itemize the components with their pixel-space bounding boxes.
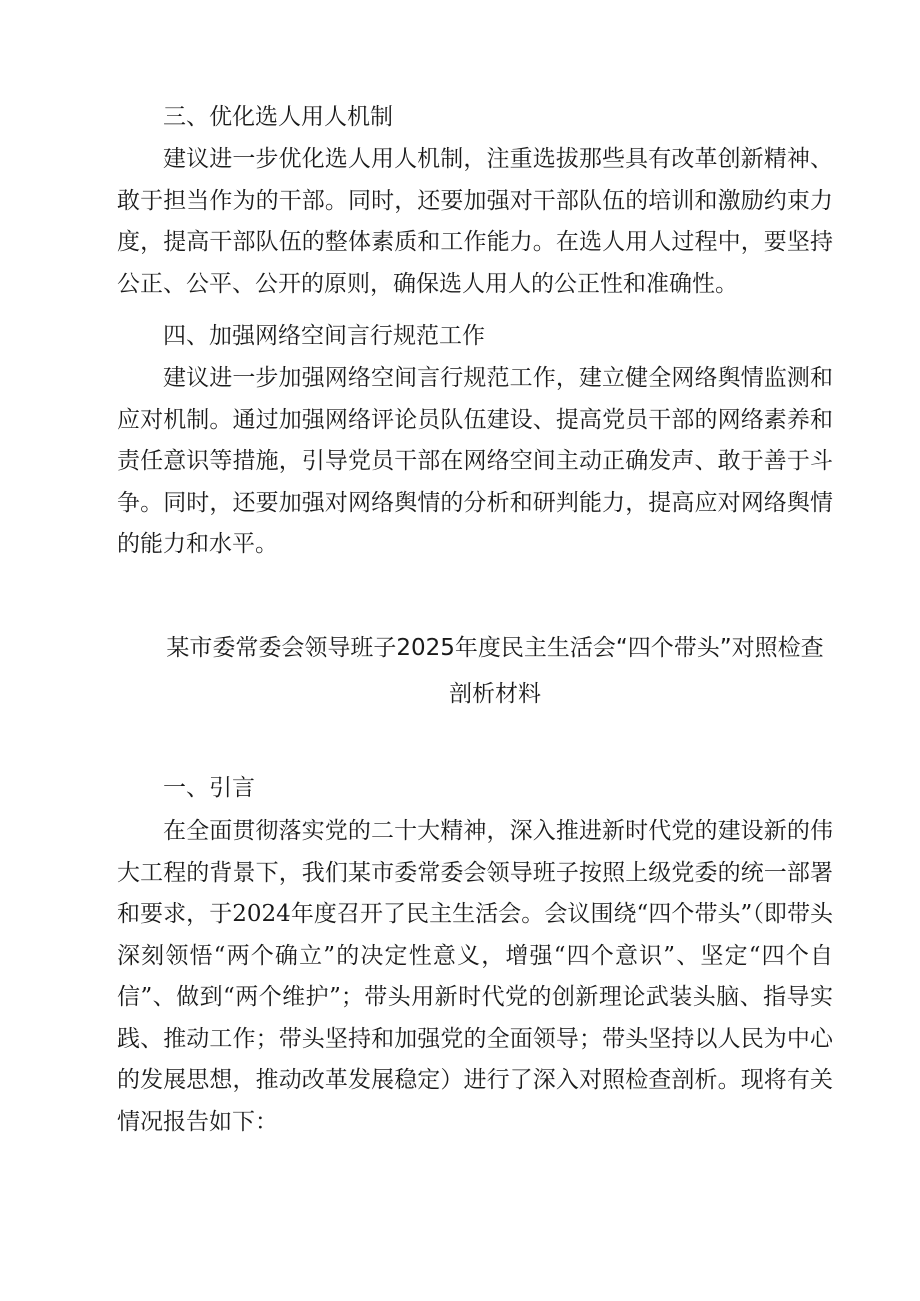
document-title-line-1: 某市委常委会领导班子2025年度民主生活会“四个带头”对照检查: [166, 635, 824, 661]
section-4-body: 建议进一步加强网络空间言行规范工作，建立健全网络舆情监测和应对机制。通过加强网络评论员队伍建设、提高党员干部的网络素养和责任意识等措施，引导党员干部在网络空间主动正确发声、敢于善于斗争。同时，还要加强对网络舆情的分析和研判能力，提高应对网络舆情的能力和水平。: [117, 365, 833, 557]
intro-heading: 一、引言: [163, 775, 255, 801]
section-3-heading: 三、优化选人用人机制: [163, 104, 393, 130]
section-4-heading: 四、加强网络空间言行规范工作: [163, 323, 485, 349]
section-3-body: 建议进一步优化选人用人机制，注重选拔那些具有改革创新精神、敢于担当作为的干部。同时，还要加强对干部队伍的培训和激励约束力度，提高干部队伍的整体素质和工作能力。在选人用人过程中，要坚持公正、公平、公开的原则，确保选人用人的公正性和准确性。: [117, 146, 833, 297]
document-title-line-2: 剖析材料: [449, 681, 541, 707]
intro-body: 在全面贯彻落实党的二十大精神，深入推进新时代党的建设新的伟大工程的背景下，我们某市委常委会领导班子按照上级党委的统一部署和要求，于2024年度召开了民主生活会。会议围绕“四个带头”（即带头深刻领悟“两个确立”的决定性意义，增强“四个意识”、坚定“四个自信”、做到“两个维护”；带头用新时代党的创新理论武装头脑、指导实践、推动工作；带头坚持和加强党的全面领导；带头坚持以人民为中心的发展思想，推动改革发展稳定）进行了深入对照检查剖析。现将有关情况报告如下：: [117, 818, 833, 1135]
